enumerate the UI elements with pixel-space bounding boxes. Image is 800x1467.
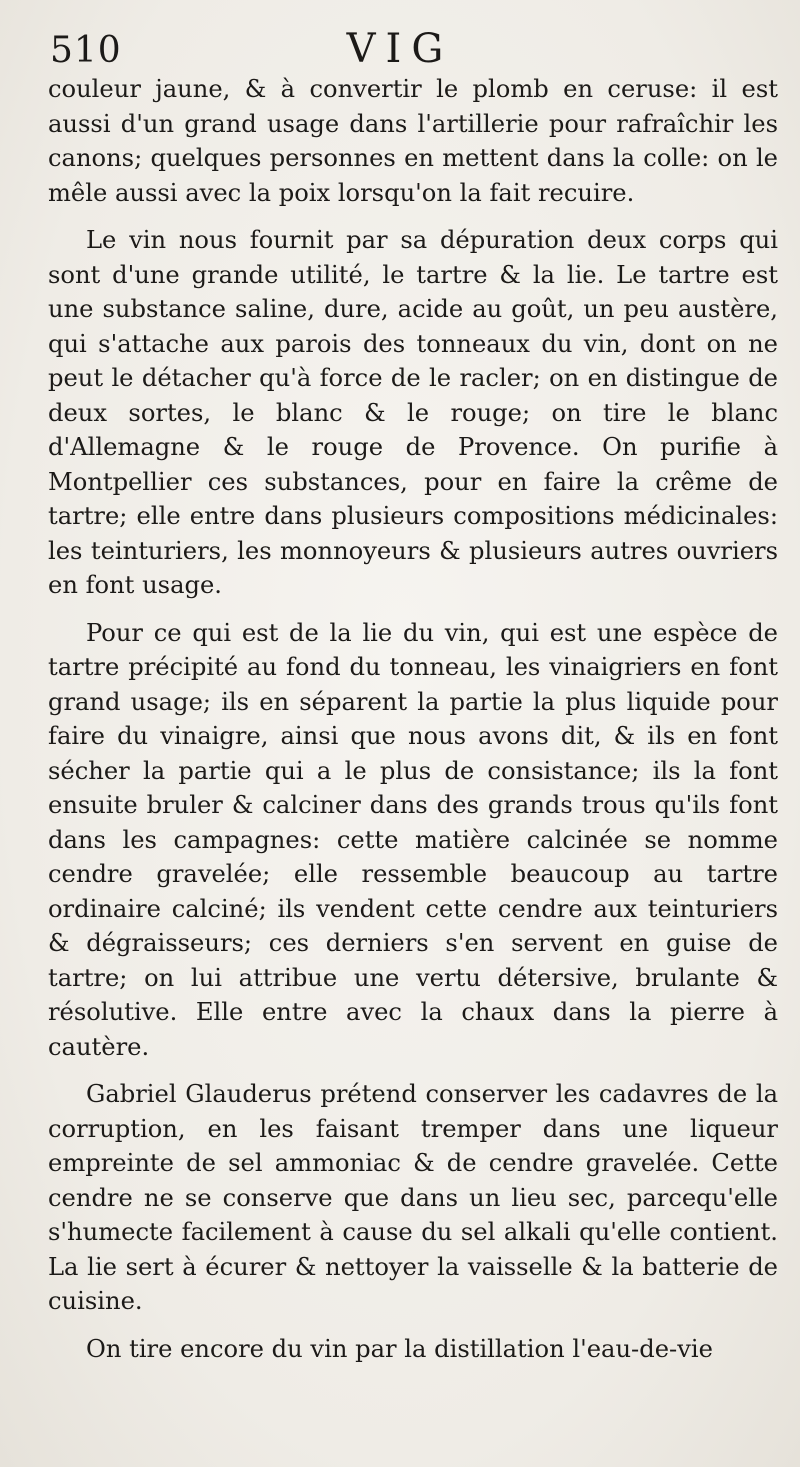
page-number: 510 bbox=[50, 30, 122, 71]
paragraph: On tire encore du vin par la distillation l'eau-de-vie bbox=[86, 1334, 713, 1363]
paragraph: Le vin nous fournit par sa dépuration deux corps qui sont d'une grande utilité, le tartre & la lie. Le tartre est une substance saline, dure, acide au goût, un peu austère, qui s'attache aux parois des tonneaux du vin, dont on ne peut le détacher qu'à force de le racler; on en distingue de deux sortes, le blanc & le rouge; on tire le blanc d'Allemagne & le rouge de Provence. On purifie à Montpellier ces substances, pour en faire la crême de tartre; elle entre dans plusieurs compositions médicinales: les teinturiers, les monnoyeurs & plusieurs autres ouvriers en font usage. bbox=[48, 226, 778, 599]
body-text bbox=[48, 72, 778, 1379]
paragraph: Pour ce qui est de la lie du vin, qui est une espèce de tartre précipité au fond du tonneau, les vinaigriers en font grand usage; ils en séparent la partie la plus liquide pour faire du vinaigre, ainsi que nous avons dit, & ils en font sécher la partie qui a le plus de consistance; ils la font ensuite bruler & calciner dans des grands trous qu'ils font dans les campagnes: cette matière calcinée se nomme cendre gravelée; elle ressemble beaucoup au tartre ordinaire calciné; ils vendent cette cendre aux teinturiers & dégraisseurs; ces derniers s'en servent en guise de tartre; on lui attribue une vertu détersive, brulante & résolutive. Elle entre avec la chaux dans la pierre à cautère. bbox=[48, 618, 778, 1061]
running-head: VIG bbox=[346, 26, 454, 72]
paragraph: Gabriel Glauderus prétend conserver les cadavres de la corruption, en les faisant tremper dans une liqueur empreinte de sel ammoniac & de cendre gravelée. Cette cendre ne se conserve que dans un lieu sec, parcequ'elle s'humecte facilement à cause du sel alkali qu'elle contient. La lie sert à écurer & nettoyer la vaisselle & la batterie de cuisine. bbox=[48, 1080, 778, 1315]
paragraph: couleur jaune, & à convertir le plomb en ceruse: il est aussi d'un grand usage dans l'artillerie pour rafraîchir les canons; quelques personnes en mettent dans la colle: on le mêle aussi avec la poix lorsqu'on la fait recuire. bbox=[48, 75, 778, 207]
page-header bbox=[40, 22, 760, 74]
